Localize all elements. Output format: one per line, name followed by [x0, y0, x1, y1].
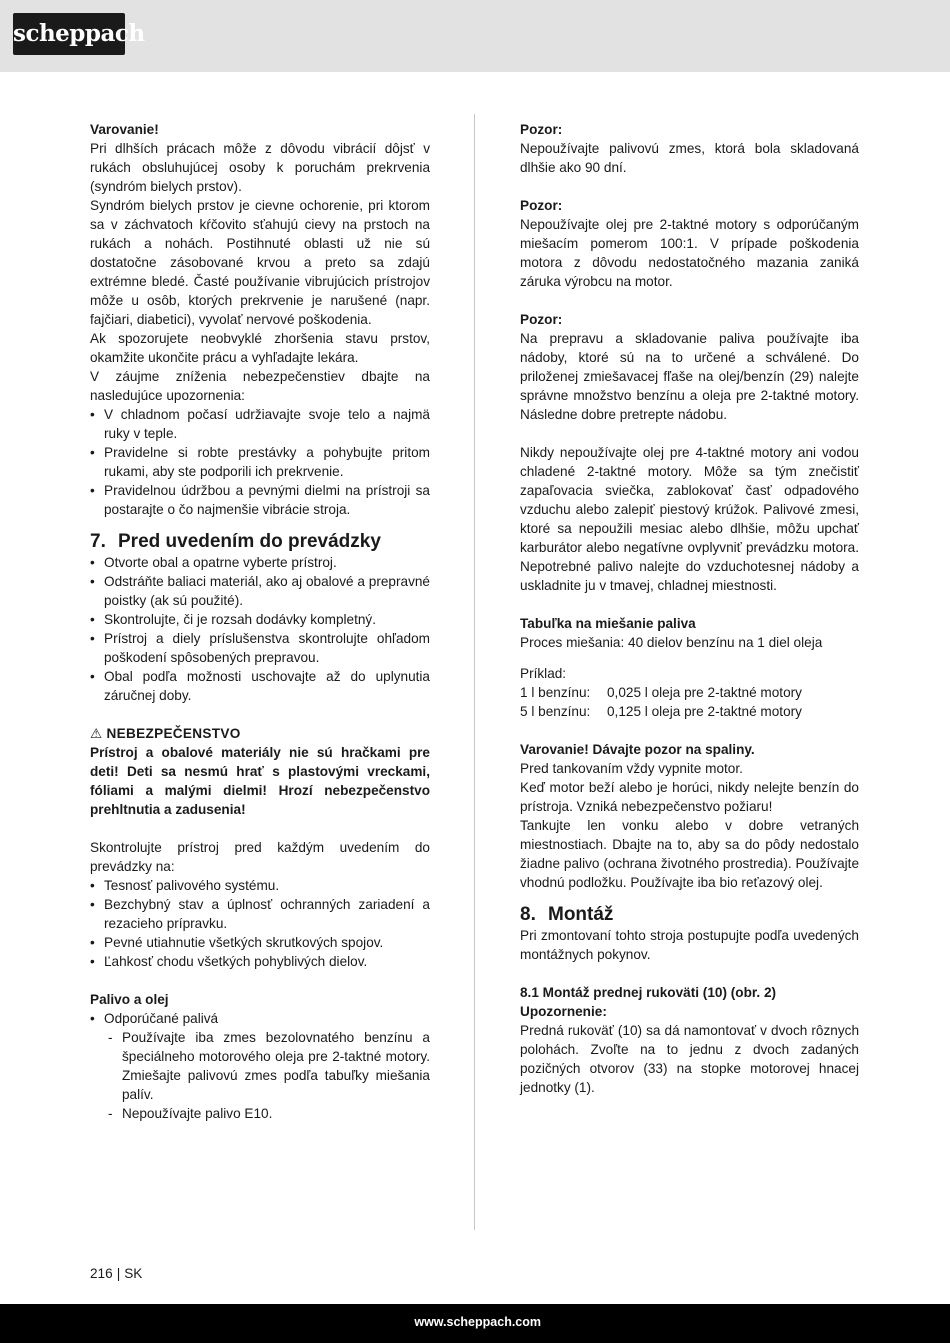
mix-table-title: Tabuľka na miešanie paliva	[520, 616, 696, 631]
warning-title: Varovanie!	[90, 122, 159, 137]
section-8-intro: Pri zmontovaní tohto stroja postupujte podľa uvedených montážnych pokynov.	[520, 928, 859, 962]
caution-text: Nepoužívajte palivovú zmes, ktorá bola skladovaná dlhšie ako 90 dní.	[520, 141, 859, 175]
section-number: 8.	[520, 904, 536, 925]
column-divider	[474, 114, 475, 1230]
language-code: SK	[124, 1266, 143, 1281]
exhaust-warning-title: Varovanie! Dávajte pozor na spaliny.	[520, 742, 755, 757]
warning-paragraph: Syndróm bielych prstov je cievne ochorenie, pri ktorom sa v záchvatoch kŕčovito sťahujú cievy na prstoch na rukách a nohách. Postihnuté oblasti už nie sú dostatočne zásobované krvou a preto sa zdajú extrémne bledé. Časté používanie vibrujúcich prístrojov môže u osôb, ktorých prekrvenie je narušené (napr. fajčiari, diabetici), vyvolať nervové poškodenia.	[90, 198, 430, 327]
website-link[interactable]: www.scheppach.com	[414, 1315, 541, 1329]
check-intro: Skontrolujte prístroj pred každým uvedením do prevádzky na:	[90, 840, 430, 874]
note-label: Upozornenie:	[520, 1004, 607, 1019]
mix-amount: 1 l benzínu:	[520, 685, 591, 700]
fuel-title: Palivo a olej	[90, 992, 169, 1007]
caution-title: Pozor:	[520, 122, 563, 137]
mix-row	[520, 702, 859, 721]
list-item: • Obal podľa možnosti uschovajte až do uplynutia záručnej doby.	[90, 667, 430, 705]
warning-bullet-list	[90, 405, 430, 519]
section-7-bullet-list	[90, 553, 430, 705]
oil-paragraph: Nikdy nepoužívajte olej pre 4-taktné motory ani vodou chladené 2-taktné motory. Môže sa tým znečistiť zapaľovacia sviečka, zablokovať časť odpadového vzduchu alebo zalepiť piestový krúžok. Palivové zmesi, ktoré sa nepoužili mesiac alebo dlhšie, môžu upchať karburátor alebo negatívne ovplyvniť prevádzku motora. Nepotrebné palivo nalejte do vzduchotesnej nádoby a uskladnite ju v tmavej, chladnej miestnosti.	[520, 445, 859, 593]
list-item: - Nepoužívajte palivo E10.	[90, 1104, 430, 1123]
right-column	[520, 120, 859, 1097]
fuel-bullet-list	[90, 1009, 430, 1123]
list-item: • Pravidelnou údržbou a pevnými dielmi na prístroji sa postarajte o čo najmenšie vibrácie stroja.	[90, 481, 430, 519]
list-item: • Ľahkosť chodu všetkých pohyblivých dielov.	[90, 952, 430, 971]
fuel-bullet-label: Odporúčané palivá	[104, 1011, 219, 1026]
section-7-heading	[90, 531, 430, 553]
section-8-heading	[520, 904, 859, 926]
section-title: Montáž	[548, 904, 614, 925]
warning-paragraph: Ak spozorujete neobvyklé zhoršenia stavu prstov, okamžite ukončite prácu a vyhľadajte lekára.	[90, 331, 430, 365]
warning-triangle-icon: ⚠	[90, 726, 103, 741]
danger-text: Prístroj a obalové materiály nie sú hračkami pre deti! Deti sa nesmú hrať s plastovými vreckami, fóliami a malými dielmi! Hrozí nebezpečenstvo prehltnutia a zadusenia!	[90, 745, 430, 817]
example-label: Príklad:	[520, 666, 567, 681]
list-item	[90, 1009, 430, 1123]
exhaust-paragraph: Tankujte len vonku alebo v dobre vetraných miestnostiach. Dbajte na to, aby sa do pôdy nedostalo žiadne palivo (ochrana životného prostredia). Používajte vhodnú podložku. Používajte iba bio reťazový olej.	[520, 818, 859, 890]
page-footer	[90, 1264, 142, 1283]
subsection-8-1-title: 8.1 Montáž prednej rukoväti (10) (obr. 2)	[520, 985, 777, 1000]
subsection-8-1-text: Predná rukoväť (10) sa dá namontovať v dvoch rôznych polohách. Zvoľte na to jednu z dvoch zadaných pozičných otvorov (33) na stopke motorovej hnacej jednotky (1).	[520, 1023, 859, 1095]
list-item: - Používajte iba zmes bezolovnatého benzínu a špeciálneho motorového oleja pre 2-taktné motory. Zmiešajte palivovú zmes podľa tabuľky miešania palív.	[90, 1028, 430, 1104]
exhaust-paragraph: Keď motor beží alebo je horúci, nikdy nelejte benzín do prístroja. Vzniká nebezpečenstvo požiaru!	[520, 780, 859, 814]
mix-oil: 0,025 l oleja pre 2-taktné motory	[607, 685, 802, 700]
footer-separator: |	[116, 1266, 121, 1281]
list-item: • Bezchybný stav a úplnosť ochranných zariadení a rezacieho prípravku.	[90, 895, 430, 933]
list-item: • Prístroj a diely príslušenstva skontrolujte ohľadom poškodení spôsobených prepravou.	[90, 629, 430, 667]
list-item: • Tesnosť palivového systému.	[90, 876, 430, 895]
header-bar	[0, 0, 950, 72]
scheppach-logo: scheppach	[13, 13, 125, 55]
section-title: Pred uvedením do prevádzky	[118, 531, 381, 552]
mix-process: Proces miešania: 40 dielov benzínu na 1 diel oleja	[520, 635, 823, 650]
footer-bar	[0, 1304, 950, 1343]
list-item: • Pravidelne si robte prestávky a pohybujte pritom rukami, aby ste podporili ich prekrvenie.	[90, 443, 430, 481]
page-number: 216	[90, 1266, 113, 1281]
list-item: • Otvorte obal a opatrne vyberte prístroj.	[90, 553, 430, 572]
exhaust-paragraph: Pred tankovaním vždy vypnite motor.	[520, 761, 743, 776]
caution-text: Na prepravu a skladovanie paliva používajte iba nádoby, ktoré sú na to určené a schválené. Do priloženej zmiešavacej fľaše na olej/benzín (29) nalejte správne množstvo benzínu a oleja pre 2-taktné motory. Následne dobre pretrepte nádobu.	[520, 331, 859, 422]
section-number: 7.	[90, 531, 106, 552]
warning-paragraph: V záujme zníženia nebezpečenstiev dbajte na nasledujúce upozornenia:	[90, 369, 430, 403]
caution-text: Nepoužívajte olej pre 2-taktné motory s odporúčaným miešacím pomerom 100:1. V prípade poškodenia motora z dôvodu nedostatočného mazania zaniká záruka výrobcu na motor.	[520, 217, 859, 289]
check-bullet-list	[90, 876, 430, 971]
mix-row	[520, 683, 859, 702]
list-item: • Odstráňte baliaci materiál, ako aj obalové a prepravné poistky (ak sú použité).	[90, 572, 430, 610]
list-item: • Pevné utiahnutie všetkých skrutkových spojov.	[90, 933, 430, 952]
caution-title: Pozor:	[520, 198, 563, 213]
left-column	[90, 120, 430, 1123]
fuel-sub-list	[90, 1028, 430, 1123]
list-item: • V chladnom počasí udržiavajte svoje telo a najmä ruky v teple.	[90, 405, 430, 443]
danger-title: NEBEZPEČENSTVO	[106, 726, 241, 741]
mix-amount: 5 l benzínu:	[520, 704, 591, 719]
mix-oil: 0,125 l oleja pre 2-taktné motory	[607, 704, 802, 719]
caution-title: Pozor:	[520, 312, 563, 327]
danger-heading	[90, 724, 430, 743]
warning-paragraph: Pri dlhších prácach môže z dôvodu vibrácií dôjsť v rukách obsluhujúcej osoby k poruchám prekrvenia (syndróm bielych prstov).	[90, 141, 430, 194]
list-item: • Skontrolujte, či je rozsah dodávky kompletný.	[90, 610, 430, 629]
